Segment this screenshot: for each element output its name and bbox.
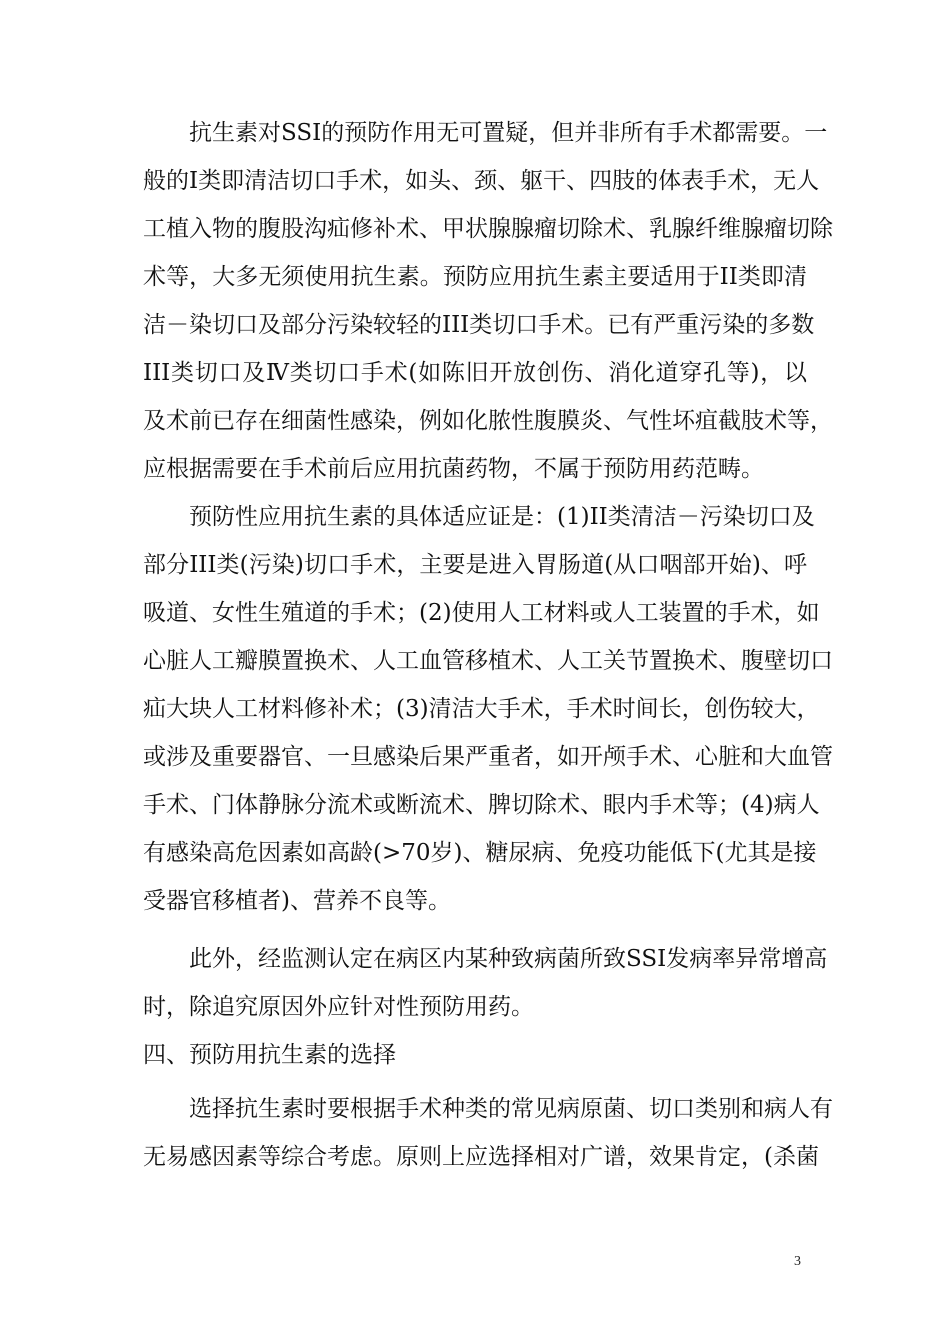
paragraph-line: 无易感因素等综合考虑。原则上应选择相对广谱，效果肯定，(杀菌 [143, 1144, 819, 1170]
paragraph-line: 预防性应用抗生素的具体适应证是：(1)II类清洁－污染切口及 [189, 504, 815, 530]
paragraph-line: 有感染高危因素如高龄(>70岁)、糖尿病、免疫功能低下(尤其是接 [143, 840, 817, 866]
paragraph-line: 此外，经监测认定在病区内某种致病菌所致SSI发病率异常增高 [189, 946, 828, 972]
paragraph-line: 工植入物的腹股沟疝修补术、甲状腺腺瘤切除术、乳腺纤维腺瘤切除 [143, 216, 833, 242]
paragraph-line: 术等，大多无须使用抗生素。预防应用抗生素主要适用于II类即清 [143, 264, 807, 290]
section-heading: 四、预防用抗生素的选择 [143, 1042, 396, 1068]
paragraph-line: 抗生素对SSI的预防作用无可置疑，但并非所有手术都需要。一 [189, 120, 828, 146]
paragraph-line: 心脏人工瓣膜置换术、人工血管移植术、人工关节置换术、腹壁切口 [143, 648, 833, 674]
paragraph-line: 或涉及重要器官、一旦感染后果严重者，如开颅手术、心脏和大血管 [143, 744, 833, 770]
paragraph-line: 选择抗生素时要根据手术种类的常见病原菌、切口类别和病人有 [189, 1096, 833, 1122]
paragraph-line: 手术、门体静脉分流术或断流术、脾切除术、眼内手术等；(4)病人 [143, 792, 820, 818]
paragraph-line: 洁－染切口及部分污染较轻的III类切口手术。已有严重污染的多数 [143, 312, 815, 338]
paragraph-line: 受器官移植者)、营养不良等。 [143, 888, 451, 914]
paragraph-line: 吸道、女性生殖道的手术；(2)使用人工材料或人工装置的手术，如 [143, 600, 820, 626]
page-number: 3 [794, 1254, 801, 1269]
paragraph-line: 般的I类即清洁切口手术，如头、颈、躯干、四肢的体表手术，无人 [143, 168, 820, 194]
paragraph-line: 时，除追究原因外应针对性预防用药。 [143, 994, 534, 1020]
paragraph-line: 疝大块人工材料修补术；(3)清洁大手术，手术时间长，创伤较大， [143, 696, 820, 722]
paragraph-line: 应根据需要在手术前后应用抗菌药物，不属于预防用药范畴。 [143, 456, 764, 482]
paragraph-line: 及术前已存在细菌性感染，例如化脓性腹膜炎、气性坏疽截肢术等， [143, 408, 833, 434]
paragraph-line: 部分III类(污染)切口手术，主要是进入胃肠道(从口咽部开始)、呼 [143, 552, 807, 578]
paragraph-line: III类切口及Ⅳ类切口手术(如陈旧开放创伤、消化道穿孔等)，以 [143, 360, 807, 386]
